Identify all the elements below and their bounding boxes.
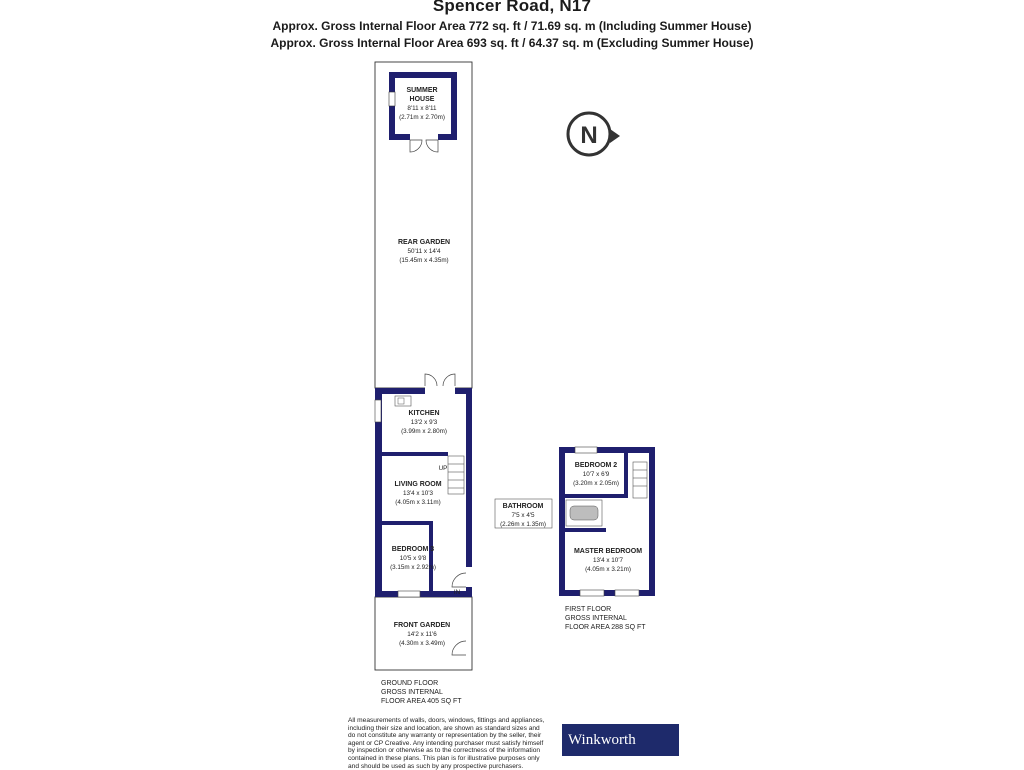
summer-house [389,72,457,152]
bedroom2-dim-metric: (3.20m x 2.05m) [573,480,619,487]
compass-letter: N [580,122,598,149]
kitchen-name: KITCHEN [408,410,440,417]
master-bedroom-dim-imperial: 13'4 x 10'7 [592,557,624,564]
front-garden-gate [452,641,466,655]
rear-garden-dim-metric: (15.45m x 4.35m) [399,257,449,264]
front-garden-name: FRONT GARDEN [393,622,451,629]
living-room-dim-metric: (4.05m x 3.11m) [395,499,441,506]
summer-house-dim-metric: (2.71m x 2.70m) [399,114,445,121]
master-bedroom-name: MASTER BEDROOM [573,548,643,555]
entrance-in-label: IN [453,589,461,596]
living-room-name: LIVING ROOM [394,481,442,488]
bedroom2-name: BEDROOM 2 [574,462,618,469]
first-floor-caption-2: GROSS INTERNAL [565,615,627,622]
area-including-summer-house: Approx. Gross Internal Floor Area 772 sq. ft / 71.69 sq. m (Including Summer House) [272,19,752,33]
first-floor-caption-3: FLOOR AREA 288 SQ FT [565,624,646,631]
first-floor-caption-1: FIRST FLOOR [565,606,612,613]
living-room-dim-imperial: 13'4 x 10'3 [402,490,434,497]
summer-house-name-1: SUMMER [406,87,438,94]
north-compass-icon [568,113,620,155]
ground-floor-caption-2: GROSS INTERNAL [381,689,443,696]
stairs-up-label: UP [438,465,448,472]
winkworth-logo: Winkworth [562,724,679,756]
first-floor-plan [495,447,655,631]
rear-garden-name: REAR GARDEN [397,239,451,246]
bathroom-dim-metric: (2.26m x 1.35m) [500,521,546,528]
ground-floor-plan [375,62,472,705]
bedroom3-name: BEDROOM 3 [391,546,435,553]
bedroom3-dim-imperial: 10'5 x 9'8 [399,555,427,562]
plan-title: Spencer Road, N17 [432,0,592,15]
ground-floor-caption-1: GROUND FLOOR [381,680,439,687]
ground-floor-caption-3: FLOOR AREA 405 SQ FT [381,698,462,705]
bathroom-name: BATHROOM [502,503,544,510]
front-garden-dim-imperial: 14'2 x 11'6 [407,631,437,638]
summer-house-dim-imperial: 8'11 x 8'11 [407,105,437,112]
summer-house-name-2: HOUSE [409,96,435,103]
bedroom2-dim-imperial: 10'7 x 6'9 [582,471,610,478]
area-excluding-summer-house: Approx. Gross Internal Floor Area 693 sq. ft / 64.37 sq. m (Excluding Summer House) [270,36,754,50]
kitchen-dim-imperial: 13'2 x 9'3 [410,419,438,426]
bathroom-dim-imperial: 7'5 x 4'5 [511,512,535,519]
master-bedroom-dim-metric: (4.05m x 3.21m) [585,566,631,573]
front-garden-dim-metric: (4.30m x 3.49m) [399,640,445,647]
kitchen-dim-metric: (3.99m x 2.80m) [401,428,447,435]
rear-garden-dim-imperial: 50'11 x 14'4 [407,248,441,255]
disclaimer-text: All measurements of walls, doors, windows, fittings and appliances, including their size and location, are shown as standard sizes and do not constitute any warranty or representation by the seller, their agent or CP Creative. Any intending purchaser must satisfy himself by inspection or otherwise as to the correctness of the information contained in these plans. This plan is for illustrative purposes only and should be used as such by any prospective purchasers. [348,717,545,770]
bedroom3-dim-metric: (3.15m x 2.92m) [390,564,436,571]
